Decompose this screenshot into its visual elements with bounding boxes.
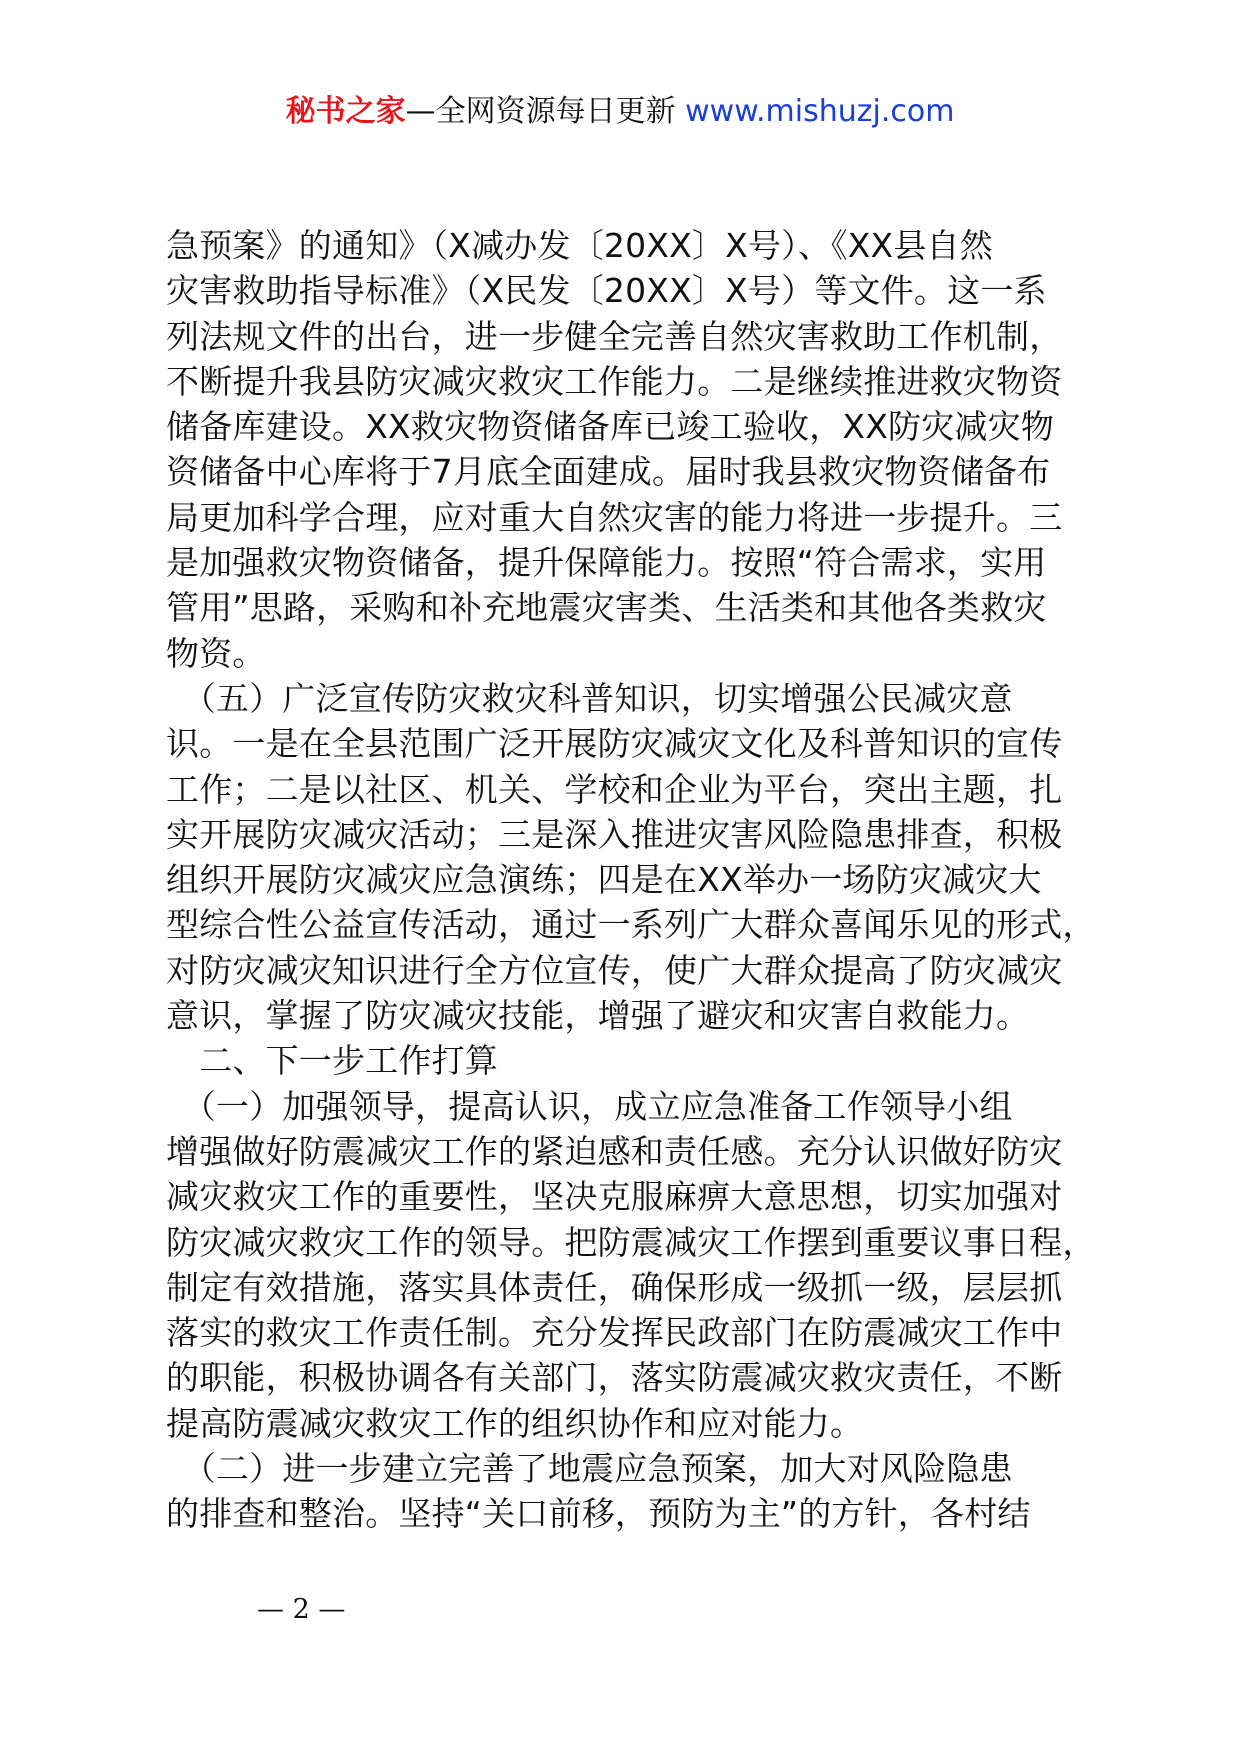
body-line: 减灾救灾工作的重要性，坚决克服麻痹大意思想，切实加强对 (166, 1177, 1063, 1217)
body-line: 识。一是在全县范围广泛开展防灾减灾文化及科普知识的宣传 (166, 724, 1063, 764)
body-line: 局更加科学合理，应对重大自然灾害的能力将进一步提升。三 (166, 497, 1063, 537)
body-line: 型综合性公益宣传活动，通过一系列广大群众喜闻乐见的形式， (166, 905, 1096, 945)
body-line: 列法规文件的出台，进一步健全完善自然灾害救助工作机制， (166, 316, 1063, 356)
site-slogan: —全网资源每日更新 (405, 94, 676, 129)
body-line: 灾害救助指导标准》（X民发〔20XX〕X号）等文件。这一系 (166, 271, 1047, 311)
body-line: 实开展防灾减灾活动；三是深入推进灾害风险隐患排查，积极 (166, 814, 1063, 854)
site-brand-name: 秘书之家 (285, 94, 406, 129)
body-line: 储备库建设。XX救灾物资储备库已竣工验收，XX防灾减灾物 (166, 407, 1055, 447)
document-body (166, 223, 1096, 1537)
body-line: 管用”思路，采购和补充地震灾害类、生活类和其他各类救灾 (166, 588, 1047, 628)
body-line: 工作；二是以社区、机关、学校和企业为平台，突出主题，扎 (166, 769, 1063, 809)
body-line: 是加强救灾物资储备，提升保障能力。按照“符合需求，实用 (166, 543, 1047, 583)
section-heading: 二、下一步工作打算 (166, 1041, 498, 1081)
body-line: 落实的救灾工作责任制。充分发挥民政部门在防震减灾工作中 (166, 1313, 1063, 1353)
site-url-link[interactable]: www.mishuzj.com (685, 94, 955, 129)
body-line: 制定有效措施，落实具体责任，确保形成一级抓一级，层层抓 (166, 1267, 1063, 1307)
page-number: — 2 — (257, 1594, 346, 1625)
body-line: 的排查和整治。坚持“关口前移，预防为主”的方针，各村结 (166, 1494, 1031, 1534)
body-line: 的职能，积极协调各有关部门，落实防震减灾救灾责任，不断 (166, 1358, 1063, 1398)
body-line: 增强做好防震减灾工作的紧迫感和责任感。充分认识做好防灾 (166, 1131, 1063, 1171)
body-line: 组织开展防灾减灾应急演练；四是在XX举办一场防灾减灾大 (166, 860, 1042, 900)
section-paragraph-start: （二）进一步建立完善了地震应急预案，加大对风险隐患 (166, 1449, 1013, 1489)
body-line: 急预案》的通知》（X减办发〔20XX〕X号）、《XX县自然 (166, 226, 993, 265)
body-line: 不断提升我县防灾减灾救灾工作能力。二是继续推进救灾物资 (166, 361, 1063, 401)
section-paragraph-start: （五）广泛宣传防灾救灾科普知识，切实增强公民减灾意 (166, 678, 1013, 718)
body-line: 物资。 (166, 633, 266, 673)
body-line: 防灾减灾救灾工作的领导。把防震减灾工作摆到重要议事日程， (166, 1222, 1096, 1262)
site-header (0, 92, 1240, 132)
body-line: 资储备中心库将于7月底全面建成。届时我县救灾物资储备布 (166, 452, 1051, 492)
body-line: 意识，掌握了防灾减灾技能，增强了避灾和灾害自救能力。 (166, 996, 1030, 1036)
section-paragraph-start: （一）加强领导，提高认识，成立应急准备工作领导小组 (166, 1086, 1013, 1126)
body-line: 对防灾减灾知识进行全方位宣传，使广大群众提高了防灾减灾 (166, 950, 1063, 990)
body-line: 提高防震减灾救灾工作的组织协作和应对能力。 (166, 1403, 864, 1443)
